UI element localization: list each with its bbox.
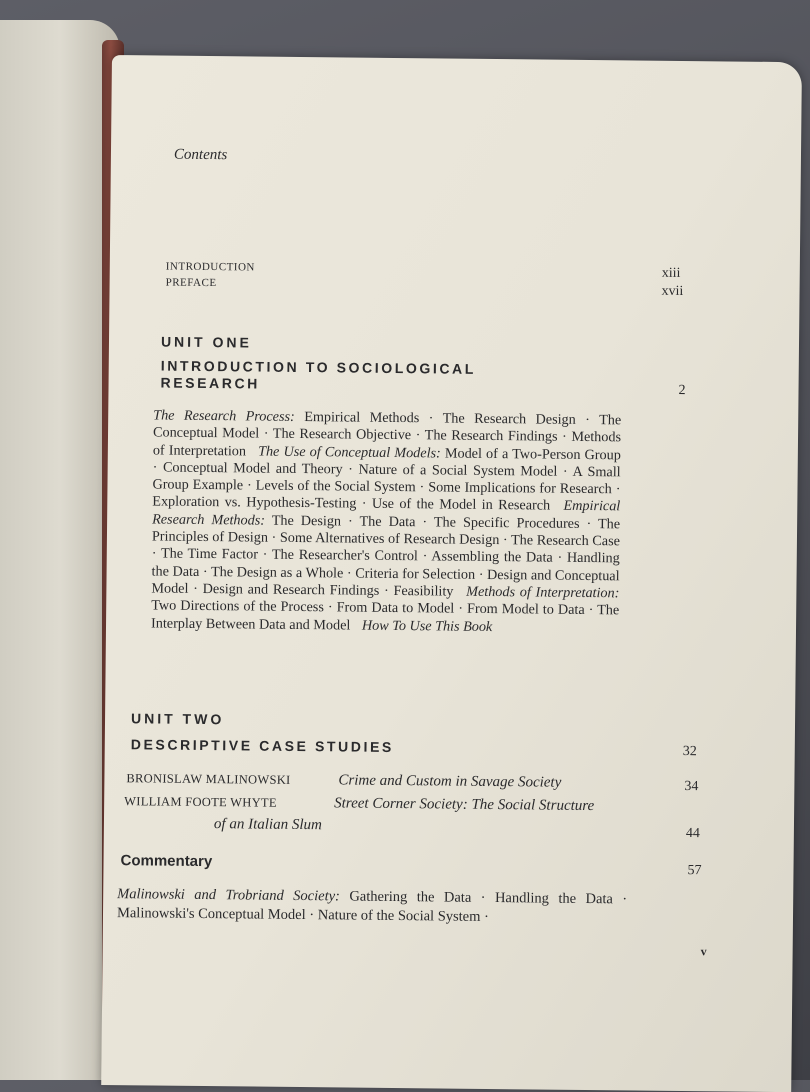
page-title: Contents [173, 146, 228, 164]
entry-author: WILLIAM FOOTE WHYTE [124, 794, 277, 810]
unit-one-topics [151, 407, 621, 637]
entry-work-continued: of an Italian Slum [213, 816, 322, 834]
commentary-heading: Commentary [120, 852, 213, 871]
topic-heading: Empirical Research Methods: [152, 498, 621, 529]
topic-list: Two Directions of the Process · From Data to Model · From Model to Data · The Interplay Between Data and Model [150, 597, 620, 634]
unit-two-title: DESCRIPTIVE CASE STUDIES [130, 736, 394, 755]
page-number: v [700, 944, 707, 959]
unit-one-page: 2 [678, 382, 686, 399]
topic-list: The Design · The Data · The Specific Procedures · The Principles of Design · Some Alternatives of Research Design · The Research Case · The Time Factor · The Researcher's Control · Assembling the Data · Handling the Data · The Design as a Whole · Criteria for Selection · Design and Conceptual Model · Design and Research Findings · Feasibility [151, 512, 621, 600]
commentary-page: 57 [687, 863, 702, 879]
topic-heading: Methods of Interpretation: [466, 583, 620, 602]
entry-work: Street Corner Society: The Social Structure [334, 795, 595, 815]
entry-page: 34 [684, 779, 699, 795]
entry-page: 44 [685, 826, 700, 842]
front-matter-introduction: INTRODUCTION [165, 260, 255, 274]
topic-heading: The Use of Conceptual Models: [258, 443, 441, 462]
unit-one-title-line2: RESEARCH [160, 374, 261, 392]
entry-author: BRONISLAW MALINOWSKI [126, 771, 291, 787]
unit-one-title-line1: INTRODUCTION TO SOCIOLOGICAL [160, 357, 477, 377]
front-matter-introduction-page: xiii [661, 265, 681, 281]
unit-one-label: UNIT ONE [160, 333, 252, 351]
topic-list: Model of a Two-Person Group · Conceptual Model and Theory · Nature of a Social System Model · A Small Group Example · Levels of the Social System · Some Implications for Research · Exploration vs. Hypothesis-Testing · Use of the Model in Research [152, 445, 621, 515]
entry-work: Crime and Custom in Savage Society [338, 772, 562, 791]
front-matter-preface-page: xvii [661, 283, 684, 299]
commentary-topics [117, 885, 627, 928]
unit-two-page: 32 [682, 744, 697, 760]
topic-heading: How To Use This Book [361, 617, 493, 635]
contents-page [101, 55, 802, 1092]
commentary-list: Gathering the Data · Handling the Data · Malinowski's Conceptual Model · Nature of the Social System · [116, 888, 628, 925]
front-matter-preface: PREFACE [165, 276, 217, 290]
commentary-lead: Malinowski and Trobriand Society: [117, 886, 341, 905]
topic-heading: The Research Process: [153, 407, 295, 425]
topic-list: Empirical Methods · The Research Design · The Conceptual Model · The Research Objective · The Research Findings · Methods of Interpretation [152, 409, 622, 460]
unit-two-label: UNIT TWO [130, 710, 225, 728]
